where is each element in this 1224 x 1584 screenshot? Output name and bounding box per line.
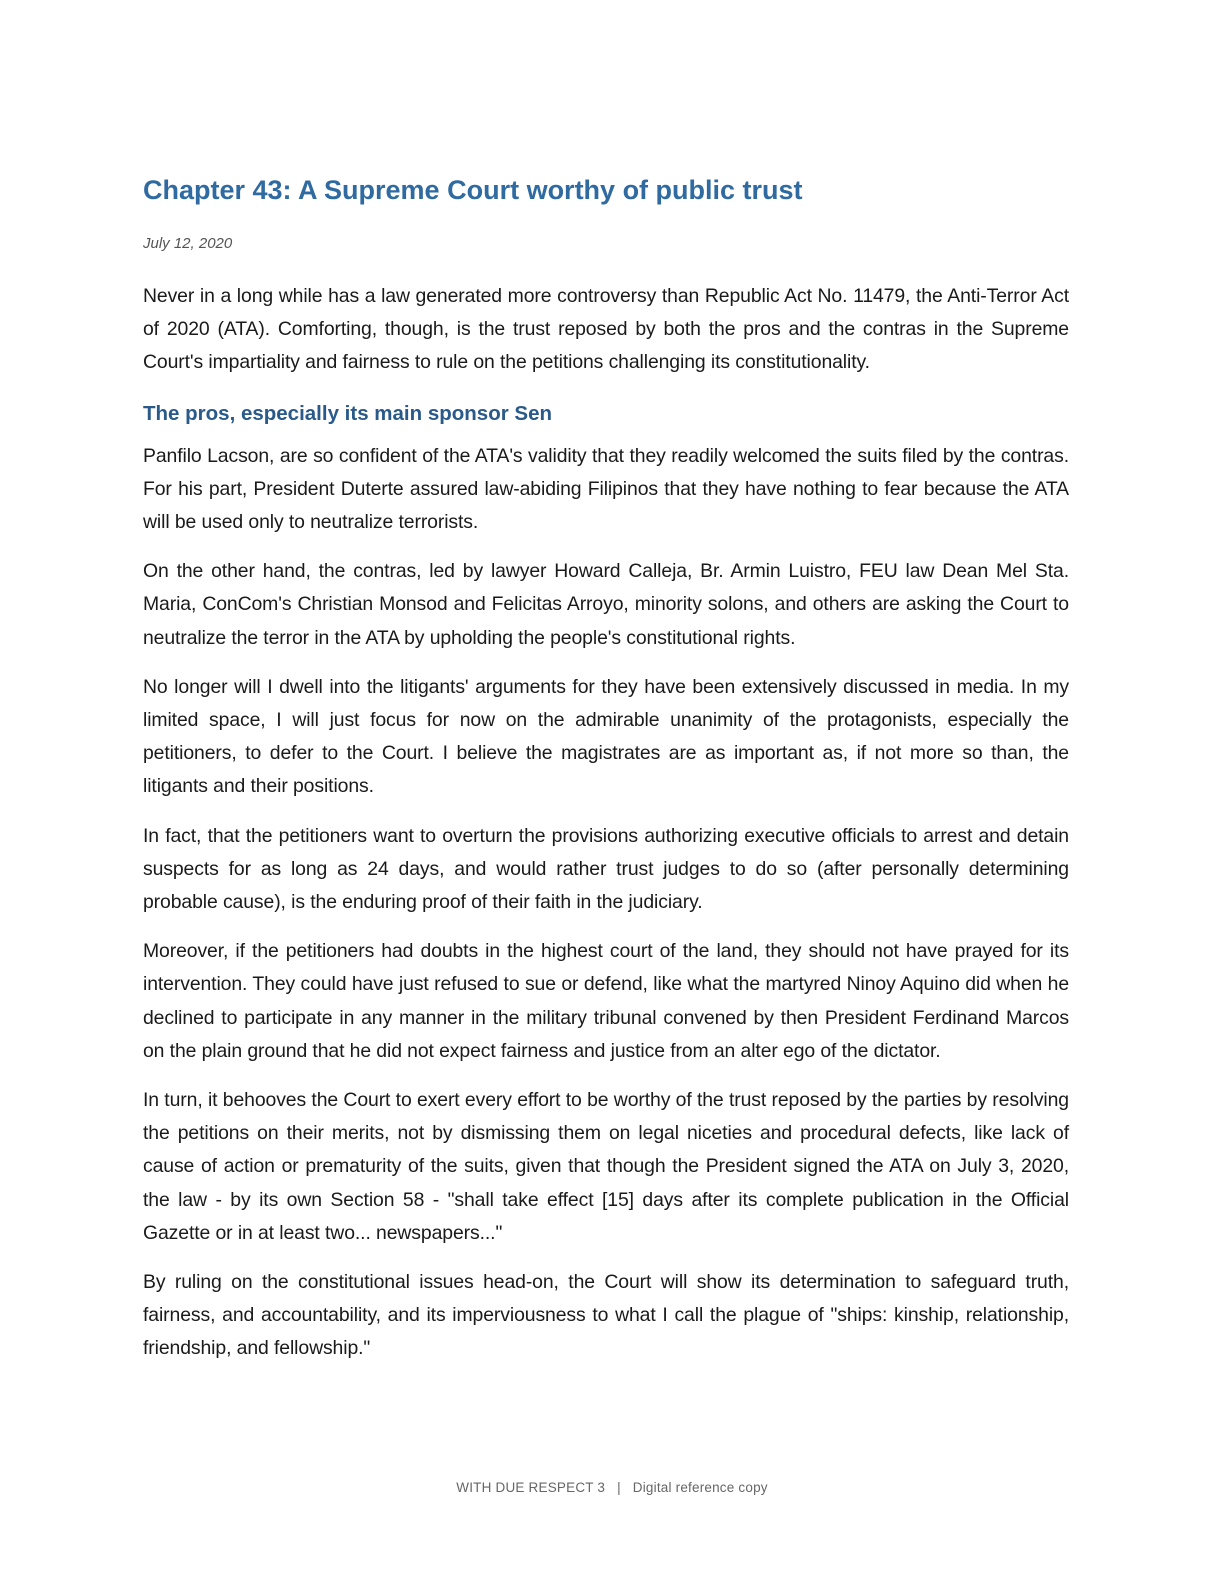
body-paragraph: No longer will I dwell into the litigants' arguments for they have been extensively discussed in media. In my limited space, I will just focus for now on the admirable unanimity of the protagonists, especially the petitioners, to defer to the Court. I believe the magistrates are as important as, if not more so than, the litigants and their positions. bbox=[143, 675, 1069, 798]
footer-note: Digital reference copy bbox=[632, 1480, 768, 1495]
body-paragraph: Moreover, if the petitioners had doubts in the highest court of the land, they should not have prayed for its intervention. They could have just refused to sue or defend, like what the martyred Ninoy Aquino did when he declined to participate in any manner in the military tribunal convened by then President Ferdinand Marcos on the plain ground that he did not expect fairness and justice from an alter ego of the dictator. bbox=[143, 940, 1069, 1062]
body-paragraph: By ruling on the constitutional issues head-on, the Court will show its determination to safeguard truth, fairness, and accountability, and its imperviousness to what I call the plague of "ships: kinship, relationship, friendship, and fellowship." bbox=[143, 1271, 1069, 1360]
body-paragraph: In turn, it behooves the Court to exert every effort to be worthy of the trust reposed by the parties by resolving the petitions on their merits, not by dismissing them on legal niceties and procedural defects, like lack of cause of action or prematurity of the suits, given that though the President signed the ATA on July 3, 2020, the law - by its own Section 58 - "shall take effect [15] days after its complete publication in the Official Gazette or in at least two... newspapers..." bbox=[143, 1089, 1069, 1244]
intro-paragraph: Never in a long while has a law generated more controversy than Republic Act No. 11479, the Anti-Terror Act of 2020 (ATA). Comforting, though, is the trust reposed by both the pros and the contras in the Supreme Court's impartiality and fairness to rule on the petitions challenging its constitutionality. bbox=[143, 285, 1069, 374]
footer-book-title: WITH DUE RESPECT 3 bbox=[456, 1480, 606, 1495]
body-paragraph: In fact, that the petitioners want to overturn the provisions authorizing executive officials to arrest and detain suspects for as long as 24 days, and would rather trust judges to do so (after personally determining probable cause), is the enduring proof of their faith in the judiciary. bbox=[143, 824, 1069, 914]
section-subheading: The pros, especially its main sponsor Sen bbox=[143, 401, 552, 425]
document-page bbox=[143, 170, 1069, 1382]
footer-separator: | bbox=[617, 1480, 621, 1495]
body-paragraph: Panfilo Lacson, are so confident of the ATA's validity that they readily welcomed the suits filed by the contras. For his part, President Duterte assured law-abiding Filipinos that they have nothing to fear because the ATA will be used only to neutralize terrorists. bbox=[143, 444, 1069, 534]
body-paragraph: On the other hand, the contras, led by lawyer Howard Calleja, Br. Armin Luistro, FEU law Dean Mel Sta. Maria, ConCom's Christian Monsod and Felicitas Arroyo, minority solons, and others are asking the Court to neutralize the terror in the ATA by upholding the people's constitutional rights. bbox=[143, 560, 1069, 649]
chapter-title: Chapter 43: A Supreme Court worthy of public trust bbox=[143, 175, 803, 205]
chapter-date: July 12, 2020 bbox=[143, 235, 233, 252]
page-footer bbox=[0, 1480, 1224, 1495]
